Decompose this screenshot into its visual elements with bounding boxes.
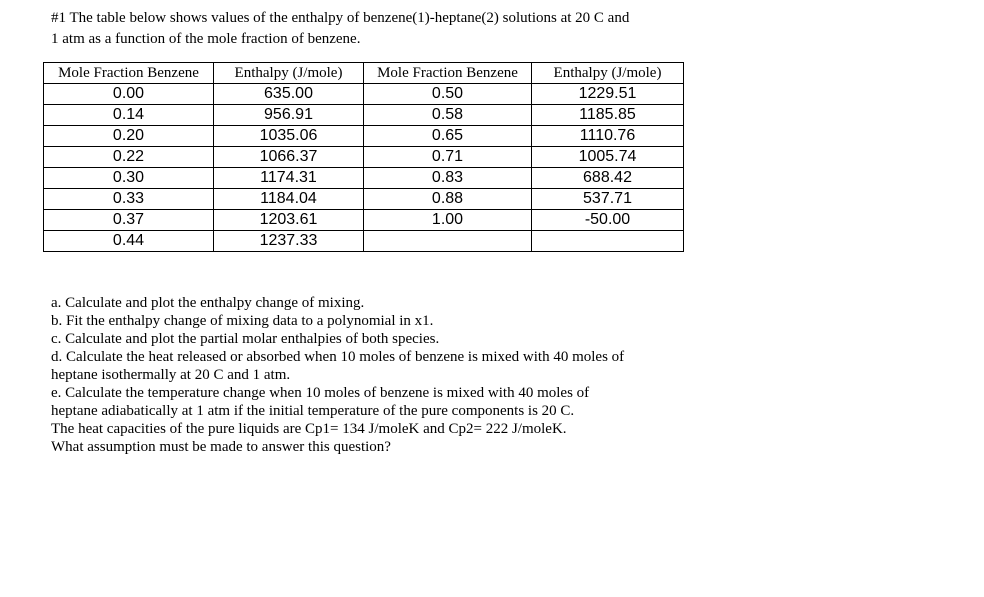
mole-fraction-cell: 0.71 <box>364 147 532 168</box>
questions <box>51 294 691 456</box>
mole-fraction-cell: 1.00 <box>364 210 532 231</box>
mole-fraction-cell: 0.88 <box>364 189 532 210</box>
enthalpy-cell: 1203.61 <box>214 210 364 231</box>
question-line: e. Calculate the temperature change when 10 moles of benzene is mixed with 40 moles of <box>51 385 590 401</box>
question-line: heptane isothermally at 20 C and 1 atm. <box>51 367 291 383</box>
enthalpy-cell: 956.91 <box>214 105 364 126</box>
mole-fraction-cell: 0.58 <box>364 105 532 126</box>
table-row <box>44 189 684 210</box>
table-header-row <box>44 63 684 84</box>
table-row <box>44 210 684 231</box>
mole-fraction-cell: 0.37 <box>44 210 214 231</box>
mole-fraction-cell: 0.20 <box>44 126 214 147</box>
question-line: a. Calculate and plot the enthalpy change of mixing. <box>51 295 365 311</box>
enthalpy-cell: 688.42 <box>532 168 684 189</box>
enthalpy-cell: 1110.76 <box>532 126 684 147</box>
enthalpy-cell: 1174.31 <box>214 168 364 189</box>
question-line: The heat capacities of the pure liquids are Cp1= 134 J/moleK and Cp2= 222 J/moleK. <box>51 421 567 437</box>
table-row <box>44 105 684 126</box>
enthalpy-cell: 1237.33 <box>214 231 364 252</box>
enthalpy-cell: -50.00 <box>532 210 684 231</box>
table-row <box>44 231 684 252</box>
intro-line: #1 The table below shows values of the enthalpy of benzene(1)-heptane(2) solutions at 20 C and <box>51 10 630 26</box>
mole-fraction-cell: 0.65 <box>364 126 532 147</box>
mole-fraction-cell: 0.22 <box>44 147 214 168</box>
mole-fraction-cell: 0.14 <box>44 105 214 126</box>
header-enthalpy: Enthalpy (J/mole) <box>214 63 364 84</box>
header-mole-fraction: Mole Fraction Benzene <box>364 63 532 84</box>
question-line: c. Calculate and plot the partial molar enthalpies of both species. <box>51 331 440 347</box>
enthalpy-cell <box>532 231 684 252</box>
mole-fraction-cell: 0.30 <box>44 168 214 189</box>
enthalpy-cell: 1035.06 <box>214 126 364 147</box>
enthalpy-cell: 1185.85 <box>532 105 684 126</box>
table-row <box>44 126 684 147</box>
mole-fraction-cell: 0.00 <box>44 84 214 105</box>
header-enthalpy: Enthalpy (J/mole) <box>532 63 684 84</box>
mole-fraction-cell: 0.44 <box>44 231 214 252</box>
header-mole-fraction: Mole Fraction Benzene <box>44 63 214 84</box>
question-line: heptane adiabatically at 1 atm if the initial temperature of the pure components is 20 C. <box>51 403 575 419</box>
question-line: b. Fit the enthalpy change of mixing data to a polynomial in x1. <box>51 313 434 329</box>
enthalpy-cell: 1184.04 <box>214 189 364 210</box>
enthalpy-cell: 1066.37 <box>214 147 364 168</box>
intro-line: 1 atm as a function of the mole fraction of benzene. <box>51 31 361 47</box>
problem-intro <box>51 8 711 50</box>
table-row <box>44 147 684 168</box>
question-line: d. Calculate the heat released or absorbed when 10 moles of benzene is mixed with 40 moles of <box>51 349 625 365</box>
table-row <box>44 84 684 105</box>
table-row <box>44 168 684 189</box>
enthalpy-cell: 1229.51 <box>532 84 684 105</box>
enthalpy-cell: 635.00 <box>214 84 364 105</box>
mole-fraction-cell <box>364 231 532 252</box>
mole-fraction-cell: 0.33 <box>44 189 214 210</box>
mole-fraction-cell: 0.50 <box>364 84 532 105</box>
question-line: What assumption must be made to answer this question? <box>51 439 391 455</box>
enthalpy-cell: 1005.74 <box>532 147 684 168</box>
mole-fraction-cell: 0.83 <box>364 168 532 189</box>
enthalpy-cell: 537.71 <box>532 189 684 210</box>
enthalpy-table <box>43 62 684 252</box>
